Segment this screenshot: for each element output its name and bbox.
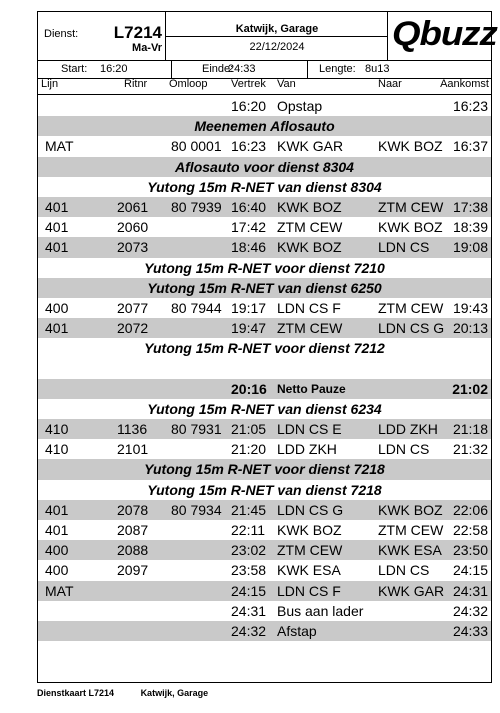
cell-aank: 21:32 (452, 441, 488, 458)
cell-vertrek: 24:15 (231, 582, 267, 599)
duty-label: Dienst: (44, 28, 79, 40)
section-title (38, 399, 491, 419)
cell-lijn: 401 (45, 501, 69, 518)
trip-row (38, 520, 491, 540)
cell-van: KWK BOZ (277, 239, 342, 256)
location-date-cell (166, 12, 388, 60)
start-value: 16:20 (100, 63, 128, 75)
cell-naar: LDN CS (378, 441, 430, 458)
cell-ritnr: 2077 (117, 299, 149, 316)
section-title (38, 480, 491, 500)
cell-lijn: 401 (45, 219, 69, 236)
cell-vertrek: 17:42 (231, 219, 267, 236)
cell-lijn: MAT (45, 582, 74, 599)
section-title (38, 177, 491, 197)
end-cell (172, 60, 308, 78)
cell-ritnr: 2073 (117, 239, 149, 256)
start-cell (38, 60, 172, 78)
cell-aank: 19:08 (452, 239, 488, 256)
cell-vertrek: 23:02 (231, 542, 267, 559)
col-lijn: Lijn (41, 78, 59, 90)
qbuzz-logo: Qbuzz (392, 15, 497, 53)
cell-van: KWK GAR (277, 138, 344, 155)
col-omloop: Omloop (169, 78, 208, 90)
cell-vertrek: 21:20 (231, 441, 267, 458)
cell-aank: 19:43 (452, 299, 488, 316)
cell-naar: KWK BOZ (378, 138, 443, 155)
cell-ritnr: 2078 (117, 501, 149, 518)
cell-ritnr: 2097 (117, 562, 149, 579)
cell-lijn: 400 (45, 299, 69, 316)
end-value: 24:33 (228, 63, 256, 75)
cell-aank: 16:23 (452, 98, 488, 114)
cell-ritnr: 2088 (117, 542, 149, 559)
cell-naar: ZTM CEW (378, 198, 444, 215)
col-aankomst: Aankomst (440, 78, 489, 90)
cell-aank: 16:37 (452, 138, 488, 155)
cell-omloop: 80 0001 (171, 138, 222, 155)
footer-location: Katwijk, Garage (140, 688, 209, 698)
cell-omloop: 80 7931 (171, 421, 222, 437)
cell-aank: 18:39 (452, 219, 488, 236)
spacer-row (38, 358, 491, 378)
trip-row (38, 601, 491, 621)
cell-van: Opstap (277, 98, 323, 114)
cell-naar: KWK GAR (378, 582, 445, 599)
cell-van: LDN CS E (277, 421, 342, 437)
pause-row (38, 379, 491, 399)
trip-list (38, 96, 491, 641)
footer (37, 688, 232, 698)
cell-ritnr: 2087 (117, 521, 149, 538)
cell-omloop: 80 7944 (171, 299, 222, 316)
cell-aank: 21:02 (452, 380, 488, 397)
cell-van: ZTM CEW (277, 542, 343, 559)
cell-vertrek: 23:58 (231, 562, 267, 579)
trip-row (38, 419, 491, 439)
cell-ritnr: 1136 (117, 421, 148, 437)
cell-vertrek: 16:23 (231, 138, 267, 155)
section-title-text: Yutong 15m R-NET voor dienst 7218 (144, 461, 385, 478)
length-value: 8u13 (365, 63, 390, 75)
cell-ritnr: 2101 (117, 441, 149, 458)
cell-vertrek: 21:45 (231, 501, 267, 518)
cell-lijn: 401 (45, 521, 69, 538)
cell-van: ZTM CEW (277, 320, 343, 337)
cell-vertrek: 20:16 (231, 380, 267, 397)
col-vertrek: Vertrek (231, 78, 266, 90)
cell-naar: LDN CS (378, 239, 430, 256)
trip-row (38, 318, 491, 338)
cell-ritnr: 2060 (117, 219, 149, 236)
cell-vertrek: 21:05 (231, 421, 267, 437)
date: 22/12/2024 (249, 41, 305, 53)
section-title-text: Yutong 15m R-NET van dienst 8304 (147, 178, 382, 195)
cell-lijn: 410 (45, 421, 69, 437)
cell-vertrek: 16:20 (231, 98, 267, 114)
length-cell (308, 60, 491, 78)
cell-naar: ZTM CEW (378, 521, 444, 538)
duty-times (38, 60, 491, 79)
cell-aank: 17:38 (452, 198, 488, 215)
col-ritnr: Ritnr (124, 78, 148, 90)
col-van: Van (277, 78, 296, 90)
cell-lijn: 401 (45, 320, 69, 337)
trip-row (38, 217, 491, 237)
trip-row (38, 500, 491, 520)
cell-aank: 24:15 (452, 562, 488, 579)
cell-aank: 21:18 (452, 421, 488, 437)
section-title-text: Yutong 15m R-NET van dienst 6250 (147, 279, 382, 296)
cell-naar: ZTM CEW (378, 299, 444, 316)
cell-lijn: MAT (45, 138, 74, 155)
cell-naar: LDN CS G (378, 320, 445, 337)
cell-van: Netto Pauze (277, 381, 346, 396)
section-title-text: Yutong 15m R-NET voor dienst 7212 (144, 340, 385, 357)
cell-ritnr: 2072 (117, 320, 149, 337)
section-title (38, 459, 491, 479)
cell-vertrek: 24:32 (231, 622, 267, 639)
cell-aank: 22:06 (452, 501, 488, 518)
cell-van: ZTM CEW (277, 219, 343, 236)
trip-row (38, 540, 491, 560)
cell-van: KWK BOZ (277, 521, 342, 538)
cell-vertrek: 24:31 (231, 602, 267, 619)
divider (166, 36, 388, 37)
section-title-text: Aflosauto voor dienst 8304 (175, 158, 354, 175)
cell-naar: KWK ESA (378, 542, 442, 559)
trip-row (38, 581, 491, 601)
section-title (38, 157, 491, 177)
cell-omloop: 80 7934 (171, 501, 222, 518)
cell-naar: KWK BOZ (378, 501, 443, 518)
header (38, 12, 497, 61)
cell-vertrek: 19:47 (231, 320, 267, 337)
cell-lijn: 400 (45, 562, 69, 579)
column-header (38, 78, 491, 95)
trip-row (38, 197, 491, 217)
trip-row (38, 560, 491, 580)
cell-van: KWK ESA (277, 562, 341, 579)
cell-vertrek: 19:17 (231, 299, 267, 316)
cell-van: KWK BOZ (277, 198, 342, 215)
cell-naar: LDD ZKH (378, 421, 438, 437)
cell-ritnr: 2061 (117, 198, 149, 215)
section-title (38, 116, 491, 136)
section-title-text: Yutong 15m R-NET voor dienst 7210 (144, 259, 385, 276)
cell-van: Bus aan lader (277, 602, 364, 619)
cell-lijn: 400 (45, 542, 69, 559)
section-title-text: Meenemen Aflosauto (194, 118, 335, 135)
length-label: Lengte: (319, 63, 356, 75)
trip-row (38, 96, 491, 116)
trip-row (38, 237, 491, 257)
section-title-text: Yutong 15m R-NET van dienst 6234 (147, 400, 382, 417)
duty-days: Ma-Vr (132, 42, 162, 54)
col-naar: Naar (378, 78, 402, 90)
cell-vertrek: 16:40 (231, 198, 267, 215)
cell-lijn: 410 (45, 441, 69, 458)
cell-van: LDN CS F (277, 582, 341, 599)
section-title (38, 278, 491, 298)
end-label: Einde: (202, 63, 234, 75)
cell-lijn: 401 (45, 239, 69, 256)
section-title (38, 258, 491, 278)
cell-aank: 24:31 (452, 582, 488, 599)
cell-lijn: 401 (45, 198, 69, 215)
cell-vertrek: 22:11 (231, 521, 265, 538)
trip-row (38, 439, 491, 459)
cell-van: Afstap (277, 622, 317, 639)
cell-van: LDN CS G (277, 501, 344, 518)
trip-row (38, 621, 491, 641)
trip-row (38, 136, 491, 156)
duty-number: L7214 (113, 23, 162, 42)
cell-aank: 24:33 (452, 622, 488, 639)
duty-card (37, 11, 497, 683)
cell-naar: LDN CS (378, 562, 430, 579)
cell-vertrek: 18:46 (231, 239, 267, 256)
cell-van: LDD ZKH (277, 441, 337, 458)
section-title (38, 338, 491, 358)
duty-cell (38, 12, 166, 60)
cell-aank: 23:50 (452, 542, 488, 559)
location: Katwijk, Garage (235, 23, 319, 35)
start-label: Start: (61, 63, 88, 75)
cell-omloop: 80 7939 (171, 198, 222, 215)
trip-row (38, 298, 491, 318)
cell-aank: 22:58 (452, 521, 488, 538)
footer-label: Dienstkaart L7214 (37, 688, 115, 698)
section-title-text: Yutong 15m R-NET van dienst 7218 (147, 481, 382, 498)
cell-naar: KWK BOZ (378, 219, 443, 236)
cell-aank: 20:13 (452, 320, 488, 337)
cell-van: LDN CS F (277, 299, 341, 316)
cell-aank: 24:32 (452, 602, 488, 619)
logo-cell (388, 12, 497, 60)
